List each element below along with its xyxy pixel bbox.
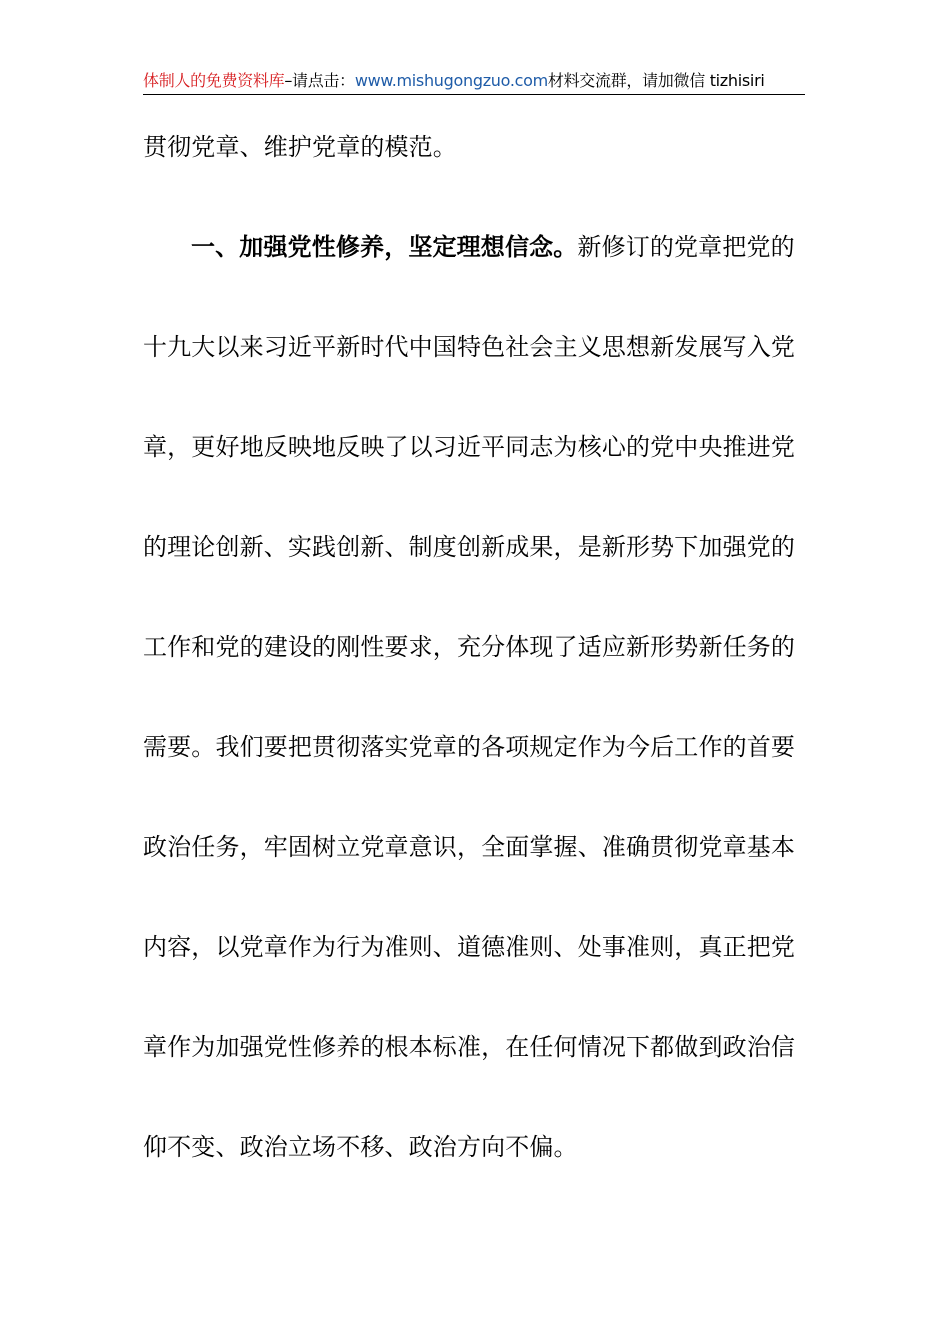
paragraph-line: 的理论创新、实践创新、制度创新成果，是新形势下加强党的 <box>143 533 796 561</box>
header-wechat-note: 材料交流群，请加微信 tizhisiri <box>547 71 765 90</box>
paragraph-line: 章作为加强党性修养的根本标准，在任何情况下都做到政治信 <box>143 1033 796 1061</box>
paragraph-line: 贯彻党章、维护党章的模范。 <box>143 133 457 161</box>
document-body <box>143 122 805 1222</box>
paragraph-line: 工作和党的建设的刚性要求，充分体现了适应新形势新任务的 <box>143 633 796 661</box>
paragraph-line: 新修订的党章把党的 <box>577 233 795 261</box>
paragraph-line: 需要。我们要把贯彻落实党章的各项规定作为今后工作的首要 <box>143 733 796 761</box>
paragraph-line: 仰不变、政治立场不移、政治方向不偏。 <box>143 1133 578 1161</box>
paragraph-line: 政治任务，牢固树立党章意识，全面掌握、准确贯彻党章基本 <box>143 833 796 861</box>
paragraph-line: 章，更好地反映地反映了以习近平同志为核心的党中央推进党 <box>143 433 796 461</box>
section-line <box>143 222 805 272</box>
paragraph-line: 十九大以来习近平新时代中国特色社会主义思想新发展写入党 <box>143 333 796 361</box>
header-prompt: –请点击： <box>284 71 355 90</box>
section-heading: 一、加强党性修养，坚定理想信念。 <box>191 233 578 261</box>
page-header <box>143 68 805 95</box>
header-brand: 体制人的免费资料库 <box>143 71 285 90</box>
header-website-link[interactable]: www.mishugongzuo.com <box>354 71 548 90</box>
paragraph-line: 内容，以党章作为行为准则、道德准则、处事准则，真正把党 <box>143 933 796 961</box>
